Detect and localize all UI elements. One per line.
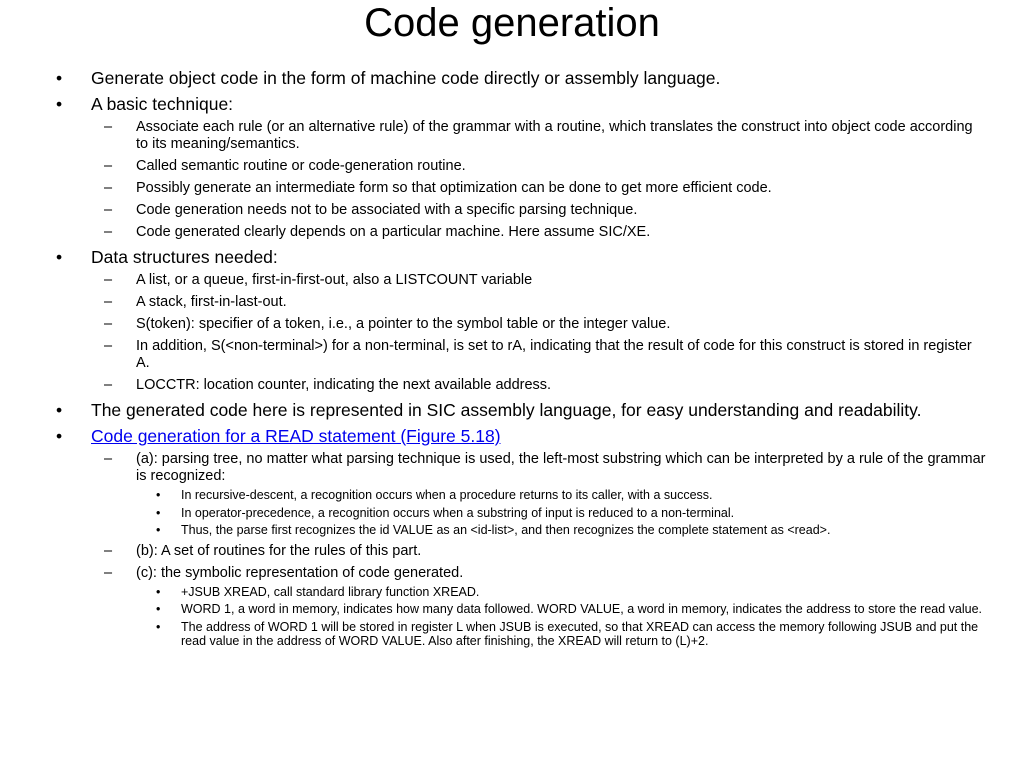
sub-item-text: Called semantic routine or code-generation routine. <box>136 158 466 174</box>
bullet-list <box>56 68 986 649</box>
dash-icon: – <box>104 224 113 240</box>
sub-item <box>56 158 986 175</box>
sub-item-text: LOCCTR: location counter, indicating the next available address. <box>136 377 552 393</box>
sub-list <box>91 272 986 394</box>
slide-title: Code generation <box>364 1 660 45</box>
bullet-icon: • <box>56 68 63 88</box>
sub-sub-item-text: In operator-precedence, a recognition occurs when a substring of input is reduced to a non-terminal. <box>181 505 735 520</box>
figure-link[interactable]: Code generation for a READ statement (Figure 5.18) <box>91 426 501 446</box>
dash-icon: – <box>104 451 113 467</box>
sub-item-text: Possibly generate an intermediate form so that optimization can be done to get more efficient code. <box>136 180 772 196</box>
sub-item <box>56 202 986 219</box>
sub-list <box>91 119 986 241</box>
sub-item <box>56 119 986 153</box>
sub-item-text: A stack, first-in-last-out. <box>136 294 287 310</box>
sub-sub-item <box>56 585 986 600</box>
dash-icon: – <box>104 377 113 393</box>
dash-icon: – <box>104 564 113 581</box>
bullet-icon: • <box>156 619 161 634</box>
bullet-text: A basic technique: <box>91 94 234 114</box>
sub-sub-item-text: WORD 1, a word in memory, indicates how many data followed. WORD VALUE, a word in memory, indicates the address to store the read value. <box>181 602 983 616</box>
bullet-icon: • <box>156 505 161 520</box>
dash-icon: – <box>104 338 113 354</box>
bullet-text: Generate object code in the form of machine code directly or assembly language. <box>91 68 721 88</box>
sub-item-text: (a): parsing tree, no matter what parsing technique is used, the left-most substring which can be interpreted by a rule of the grammar is recognized: <box>136 451 986 484</box>
bullet-icon: • <box>156 523 161 537</box>
sub-item <box>56 338 986 372</box>
sub-sub-item <box>56 488 986 503</box>
bullet-item <box>56 94 986 241</box>
sub-item <box>56 316 986 333</box>
dash-icon: – <box>104 158 113 174</box>
sub-sub-item-text: +JSUB XREAD, call standard library function XREAD. <box>181 584 480 599</box>
bullet-text: The generated code here is represented in SIC assembly language, for easy understanding and readability. <box>91 400 922 420</box>
bullet-icon: • <box>156 602 161 616</box>
sub-sub-item <box>56 523 986 538</box>
sub-item <box>56 180 986 197</box>
sub-sub-item-text: Thus, the parse first recognizes the id VALUE as an <id-list>, and then recognizes the complete statement as <read>. <box>181 523 831 537</box>
sub-item-text: Code generated clearly depends on a particular machine. Here assume SIC/XE. <box>136 224 651 240</box>
sub-item <box>56 224 986 241</box>
bullet-icon: • <box>156 584 161 599</box>
bullet-icon: • <box>56 94 63 114</box>
slide-content <box>56 62 986 649</box>
sub-sub-item <box>56 620 986 649</box>
sub-item-text: Associate each rule (or an alternative rule) of the grammar with a routine, which translates the construct into object code according to its meaning/semantics. <box>136 119 973 152</box>
sub-sub-item <box>56 506 986 521</box>
sub-sub-list <box>136 488 986 538</box>
bullet-icon: • <box>156 488 161 502</box>
sub-sub-item-text: The address of WORD 1 will be stored in register L when JSUB is executed, so that XREAD can access the memory following JSUB and put the read value in the address of WORD VALUE. Also after finishing, the XREAD will return to (L)+2. <box>181 619 979 648</box>
sub-item <box>56 377 986 394</box>
sub-item <box>56 451 986 538</box>
dash-icon: – <box>104 542 113 559</box>
bullet-icon: • <box>56 426 63 446</box>
dash-icon: – <box>104 202 113 218</box>
sub-item <box>56 565 986 649</box>
sub-sub-list <box>136 585 986 649</box>
bullet-icon: • <box>56 400 63 420</box>
sub-item <box>56 543 986 560</box>
sub-sub-item <box>56 602 986 617</box>
bullet-item <box>56 426 986 649</box>
sub-item-text: A list, or a queue, first-in-first-out, also a LISTCOUNT variable <box>136 272 533 288</box>
bullet-item <box>56 247 986 394</box>
sub-sub-item-text: In recursive-descent, a recognition occurs when a procedure returns to its caller, with a success. <box>181 488 713 502</box>
dash-icon: – <box>104 180 113 196</box>
dash-icon: – <box>104 316 113 332</box>
bullet-item <box>56 68 986 88</box>
sub-item <box>56 294 986 311</box>
sub-item-text: Code generation needs not to be associated with a specific parsing technique. <box>136 202 638 218</box>
bullet-text: Data structures needed: <box>91 247 278 267</box>
sub-item-text: (c): the symbolic representation of code generated. <box>136 564 464 581</box>
sub-item <box>56 272 986 289</box>
dash-icon: – <box>104 272 113 288</box>
bullet-item <box>56 400 986 420</box>
bullet-icon: • <box>56 247 63 267</box>
sub-item-text: S(token): specifier of a token, i.e., a pointer to the symbol table or the integer value. <box>136 316 671 332</box>
sub-item-text: In addition, S(<non-terminal>) for a non-terminal, is set to rA, indicating that the result of code for this construct is stored in register A. <box>136 338 972 371</box>
sub-item-text: (b): A set of routines for the rules of this part. <box>136 542 422 559</box>
dash-icon: – <box>104 294 113 310</box>
sub-list <box>91 451 986 649</box>
dash-icon: – <box>104 119 113 135</box>
